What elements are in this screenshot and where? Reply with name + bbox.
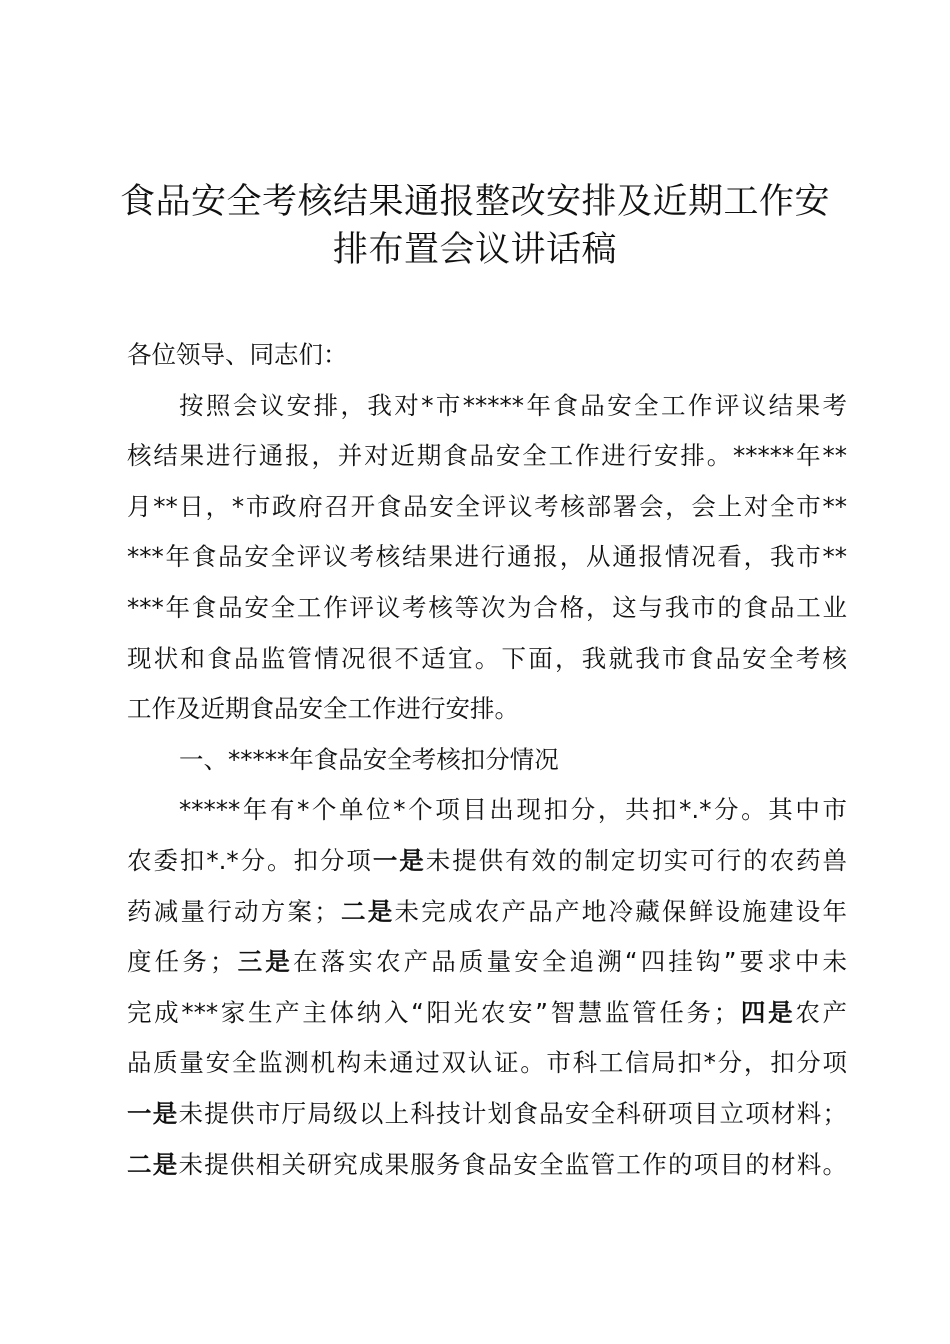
- text-segment: ***年食品安全工作评议考核等次为合格，这与我市的食品工业: [127, 592, 847, 622]
- text-segment: 药减量行动方案；: [127, 896, 339, 926]
- text-line: [127, 735, 847, 786]
- text-segment: ***年食品安全评议考核结果进行通报，从通报情况看，我市**: [127, 542, 847, 572]
- text-segment: 一、*****年食品安全考核扣分情况: [179, 744, 559, 774]
- text-line: [127, 836, 847, 887]
- bold-text-segment: 一是: [127, 1098, 179, 1128]
- document-body: [127, 330, 847, 1190]
- title-line-1: 食品安全考核结果通报整改安排及近期工作安: [119, 182, 830, 222]
- bold-text-segment: 二是: [127, 1149, 179, 1179]
- text-line: [127, 887, 847, 938]
- text-line: [127, 330, 847, 381]
- text-segment: 未提供有效的制定切实可行的农药兽: [425, 845, 848, 875]
- text-segment: 各位领导、同志们：: [127, 340, 348, 369]
- text-line: [127, 532, 847, 583]
- text-line: [127, 482, 847, 533]
- text-line: [127, 381, 847, 432]
- text-line: [127, 684, 847, 735]
- text-segment: 完成***家生产主体纳入“阳光农安”智慧监管任务；: [127, 997, 739, 1027]
- text-line: [127, 431, 847, 482]
- bold-text-segment: 一是: [372, 845, 426, 875]
- text-line: [127, 785, 847, 836]
- text-line: [127, 937, 847, 988]
- text-line: [127, 1089, 847, 1140]
- document-title: [110, 178, 840, 274]
- text-segment: 农委扣*.*分。扣分项: [127, 845, 373, 875]
- bold-text-segment: 二是: [338, 896, 395, 926]
- text-segment: 工作及近期食品安全工作进行安排。: [127, 694, 519, 724]
- text-segment: 月**日，*市政府召开食品安全评议考核部署会，会上对全市**: [127, 491, 847, 521]
- title-line-2: 排布置会议讲话稿: [332, 230, 617, 270]
- text-segment: 未完成农产品产地冷藏保鲜设施建设年: [394, 896, 847, 926]
- bold-text-segment: 四是: [738, 997, 796, 1027]
- text-segment: 现状和食品监管情况很不适宜。下面，我就我市食品安全考核: [127, 643, 847, 673]
- text-segment: *****年有*个单位*个项目出现扣分，共扣*.*分。其中市: [179, 795, 847, 825]
- text-line: [127, 583, 847, 634]
- text-segment: 农产: [795, 997, 847, 1027]
- text-segment: 未提供相关研究成果服务食品安全监管工作的项目的材料。: [178, 1149, 848, 1179]
- text-line: [127, 988, 847, 1039]
- text-segment: 度任务；: [127, 947, 235, 977]
- text-segment: 未提供市厅局级以上科技计划食品安全科研项目立项材料；: [178, 1098, 848, 1128]
- bold-text-segment: 三是: [234, 947, 293, 977]
- text-segment: 在落实农产品质量安全追溯“四挂钩”要求中未: [292, 947, 848, 977]
- text-line: [127, 1140, 847, 1191]
- text-segment: 按照会议安排，我对*市*****年食品安全工作评议结果考: [179, 390, 847, 420]
- text-line: [127, 634, 847, 685]
- text-segment: 品质量安全监测机构未通过双认证。市科工信局扣*分，扣分项: [127, 1048, 847, 1078]
- text-line: [127, 1038, 847, 1089]
- text-segment: 核结果进行通报，并对近期食品安全工作进行安排。*****年**: [127, 441, 847, 471]
